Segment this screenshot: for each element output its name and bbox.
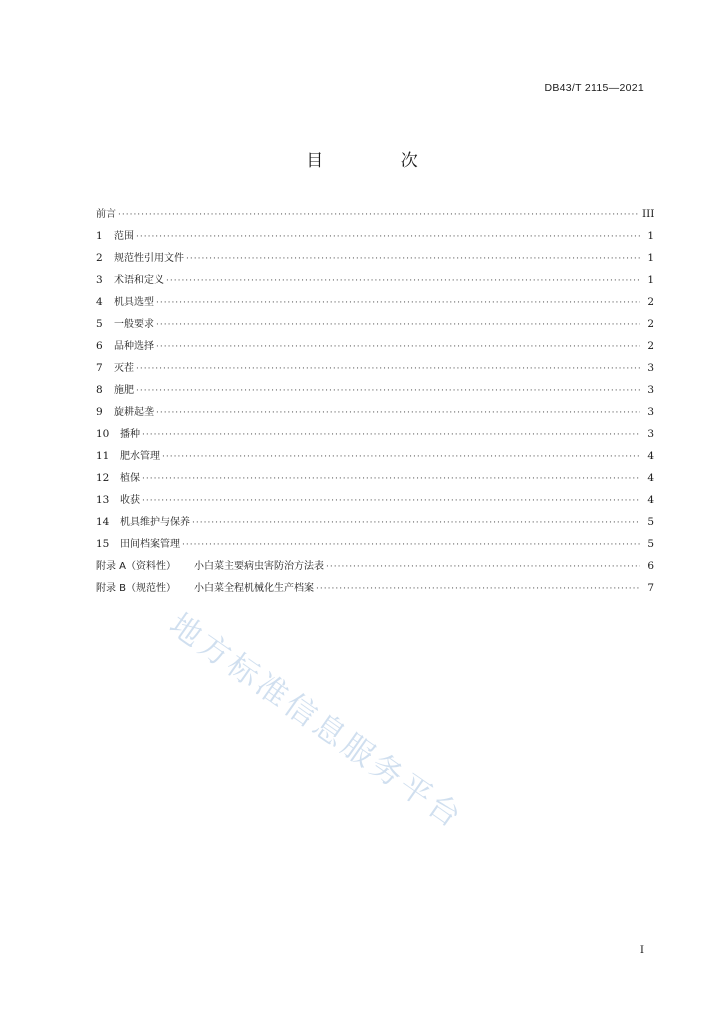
toc-page: 1 bbox=[647, 274, 654, 286]
toc-entry-appendix-a[interactable] bbox=[96, 555, 654, 577]
toc-label: 品种选择 bbox=[114, 341, 154, 352]
toc-label: 植保 bbox=[120, 473, 140, 484]
toc-entry-2[interactable] bbox=[96, 247, 654, 269]
toc-label: 小白菜全程机械化生产档案 bbox=[194, 583, 315, 594]
toc-page: 6 bbox=[647, 560, 654, 572]
toc-label: 旋耕起垄 bbox=[114, 407, 154, 418]
dot-leader bbox=[142, 468, 640, 490]
toc-page: 3 bbox=[647, 406, 654, 418]
dot-leader bbox=[142, 424, 640, 446]
table-of-contents bbox=[96, 203, 654, 599]
toc-page: 1 bbox=[647, 252, 654, 264]
dot-leader bbox=[182, 534, 640, 556]
dot-leader bbox=[118, 204, 640, 226]
toc-number: 2 bbox=[96, 252, 103, 264]
toc-entry-13[interactable] bbox=[96, 489, 654, 511]
page-number: I bbox=[639, 944, 644, 956]
dot-leader bbox=[142, 490, 640, 512]
appendix-prefix: 附录 A（资料性） bbox=[96, 561, 177, 572]
toc-number: 3 bbox=[96, 274, 103, 286]
toc-entry-6[interactable] bbox=[96, 335, 654, 357]
toc-entry-preface[interactable] bbox=[96, 203, 654, 225]
toc-entry-15[interactable] bbox=[96, 533, 654, 555]
toc-page: 4 bbox=[647, 472, 654, 484]
toc-entry-appendix-b[interactable] bbox=[96, 577, 654, 599]
toc-number: 9 bbox=[96, 406, 103, 418]
toc-number: 5 bbox=[96, 318, 103, 330]
toc-label: 机具选型 bbox=[114, 297, 154, 308]
toc-label: 机具维护与保养 bbox=[120, 517, 190, 528]
toc-page: 2 bbox=[647, 296, 654, 308]
toc-number: 8 bbox=[96, 384, 103, 396]
toc-page: 3 bbox=[647, 362, 654, 374]
toc-entry-8[interactable] bbox=[96, 379, 654, 401]
toc-label: 范围 bbox=[114, 231, 134, 242]
dot-leader bbox=[156, 314, 640, 336]
toc-entry-5[interactable] bbox=[96, 313, 654, 335]
toc-number: 12 bbox=[96, 472, 110, 484]
toc-page: 3 bbox=[647, 384, 654, 396]
document-code: DB43/T 2115—2021 bbox=[544, 82, 644, 94]
toc-entry-11[interactable] bbox=[96, 445, 654, 467]
toc-page: 5 bbox=[647, 538, 654, 550]
toc-page: 2 bbox=[647, 340, 654, 352]
dot-leader bbox=[192, 512, 640, 534]
dot-leader bbox=[186, 248, 640, 270]
toc-number: 15 bbox=[96, 538, 110, 550]
toc-label: 施肥 bbox=[114, 385, 134, 396]
toc-label: 收获 bbox=[120, 495, 140, 506]
toc-entry-12[interactable] bbox=[96, 467, 654, 489]
toc-page: 2 bbox=[647, 318, 654, 330]
toc-page: III bbox=[642, 208, 655, 220]
toc-label: 规范性引用文件 bbox=[114, 253, 184, 264]
toc-page: 5 bbox=[647, 516, 654, 528]
dot-leader bbox=[156, 292, 640, 314]
watermark: 地方标准信息服务平台 bbox=[162, 606, 471, 837]
toc-number: 14 bbox=[96, 516, 110, 528]
dot-leader bbox=[156, 402, 640, 424]
toc-page: 4 bbox=[647, 450, 654, 462]
toc-page: 1 bbox=[647, 230, 654, 242]
toc-entry-3[interactable] bbox=[96, 269, 654, 291]
dot-leader bbox=[316, 578, 640, 600]
toc-entry-14[interactable] bbox=[96, 511, 654, 533]
toc-label: 肥水管理 bbox=[120, 451, 160, 462]
toc-label: 一般要求 bbox=[114, 319, 154, 330]
dot-leader bbox=[326, 556, 640, 578]
appendix-prefix: 附录 B（规范性） bbox=[96, 583, 177, 594]
toc-title: 目 次 bbox=[306, 151, 454, 171]
dot-leader bbox=[136, 226, 640, 248]
dot-leader bbox=[162, 446, 640, 468]
toc-entry-7[interactable] bbox=[96, 357, 654, 379]
toc-number: 7 bbox=[96, 362, 103, 374]
toc-number: 4 bbox=[96, 296, 103, 308]
toc-number: 1 bbox=[96, 230, 103, 242]
toc-label: 田间档案管理 bbox=[120, 539, 180, 550]
toc-entry-10[interactable] bbox=[96, 423, 654, 445]
toc-entry-4[interactable] bbox=[96, 291, 654, 313]
dot-leader bbox=[166, 270, 640, 292]
toc-page: 4 bbox=[647, 494, 654, 506]
dot-leader bbox=[156, 336, 640, 358]
toc-number: 11 bbox=[96, 450, 110, 462]
dot-leader bbox=[136, 358, 640, 380]
toc-label: 术语和定义 bbox=[114, 275, 164, 286]
toc-label: 灭茬 bbox=[114, 363, 134, 374]
toc-label: 播种 bbox=[120, 429, 140, 440]
toc-number: 10 bbox=[96, 428, 110, 440]
toc-number: 6 bbox=[96, 340, 103, 352]
dot-leader bbox=[136, 380, 640, 402]
toc-page: 3 bbox=[647, 428, 654, 440]
toc-label: 前言 bbox=[96, 209, 116, 220]
toc-page: 7 bbox=[647, 582, 654, 594]
toc-entry-1[interactable] bbox=[96, 225, 654, 247]
toc-label: 小白菜主要病虫害防治方法表 bbox=[194, 561, 325, 572]
toc-number: 13 bbox=[96, 494, 110, 506]
toc-entry-9[interactable] bbox=[96, 401, 654, 423]
